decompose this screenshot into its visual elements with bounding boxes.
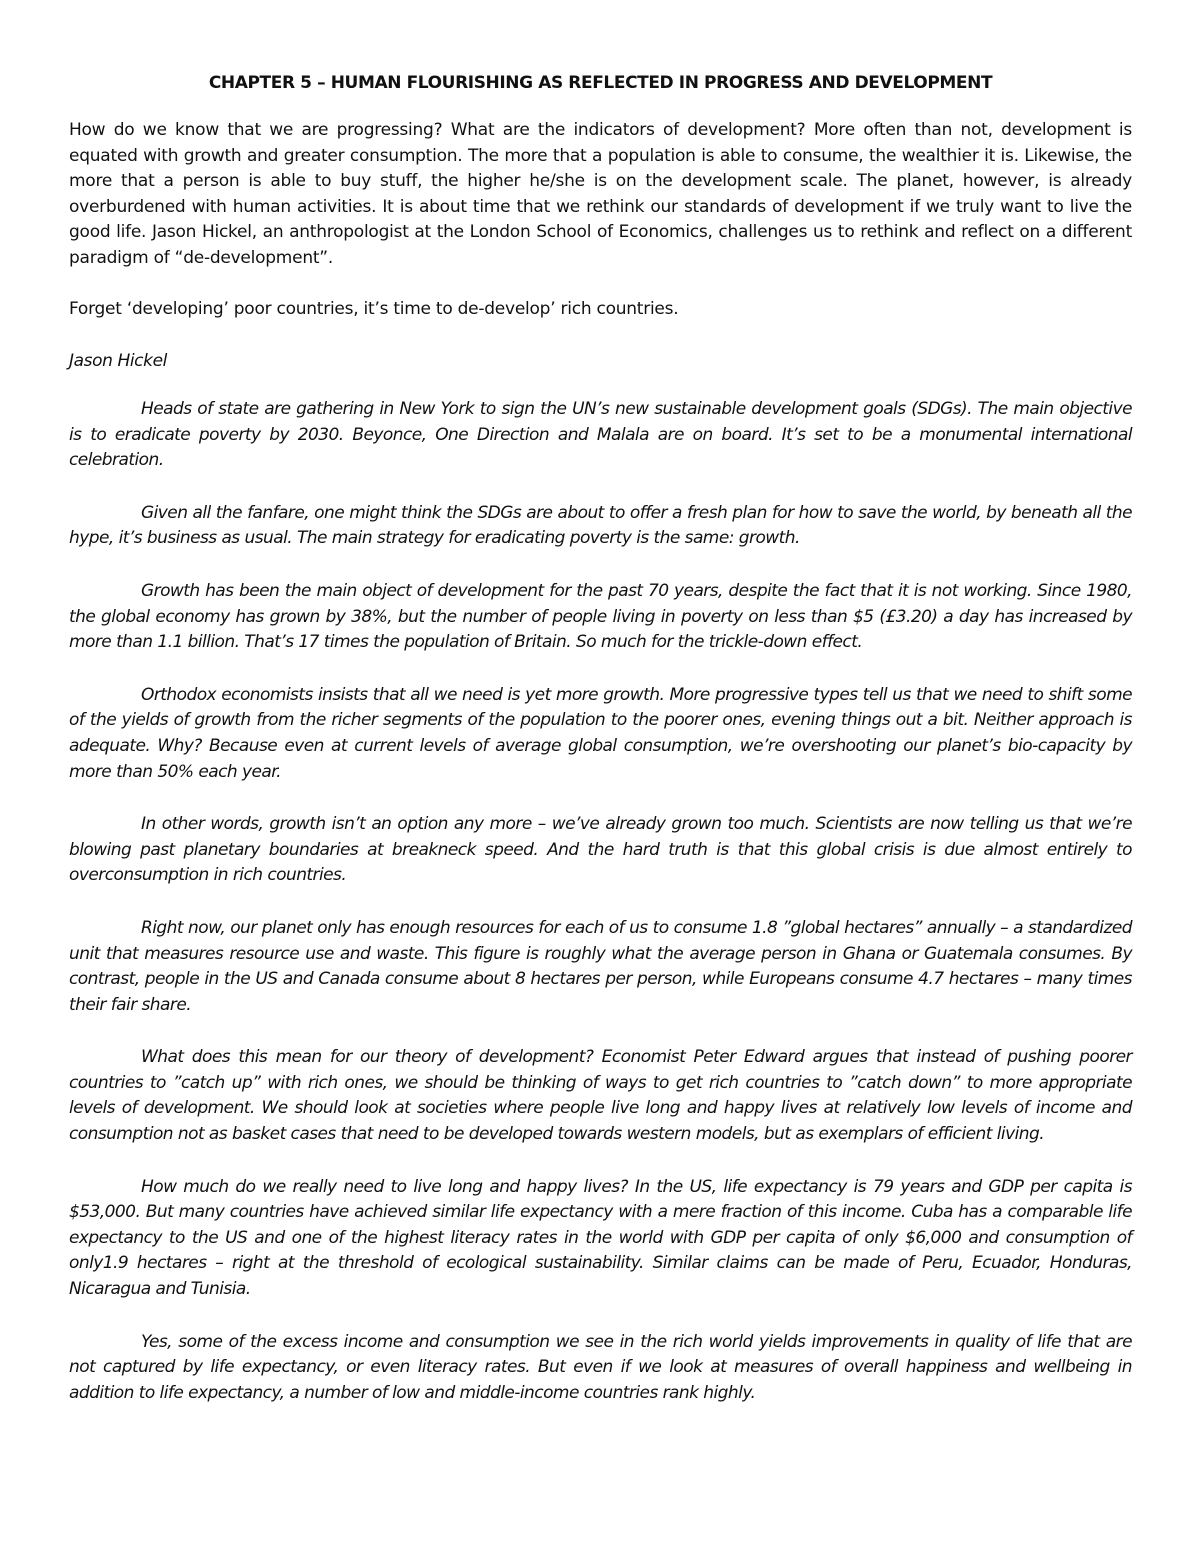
article-paragraph: What does this mean for our theory of development? Economist Peter Edward argues that instead of pushing poorer countries to ”catch up” with rich ones, we should be thinking of ways to get rich countries to ”catch down” to more appropriate levels of development. We should look at societies where people live long and happy lives at relatively low levels of income and consumption not as basket cases that need to be developed towards western models, but as exemplars of efficient living. xyxy=(69,1047,1132,1145)
article-paragraph: Given all the fanfare, one might think the SDGs are about to offer a fresh plan for how to save the world, by beneath all the hype, it’s business as usual. The main strategy for eradicating poverty is the same: growth. xyxy=(69,502,1132,549)
article-paragraph: In other words, growth isn’t an option any more – we’ve already grown too much. Scientists are now telling us that we’re blowing past planetary boundaries at breakneck speed. And the hard truth is that this global crisis is due almost entirely to overconsumption in rich countries. xyxy=(69,814,1132,886)
article-author: Jason Hickel xyxy=(69,351,167,371)
article-paragraph: Orthodox economists insists that all we need is yet more growth. More progressive types tell us that we need to shift some of the yields of growth from the richer segments of the population to the poorer ones, evening things out a bit. Neither approach is adequate. Why? Because even at current levels of average global consumption, we’re overshooting our planet’s bio-capacity by more than 50% each year. xyxy=(69,684,1132,782)
document-page xyxy=(69,72,1132,1433)
article-paragraph: Right now, our planet only has enough resources for each of us to consume 1.8 ”global hectares” annually – a standardized unit that measures resource use and waste. This figure is roughly what the average person in Ghana or Guatemala consumes. By contrast, people in the US and Canada consume about 8 hectares per person, while Europeans consume 4.7 hectares – many times their fair share. xyxy=(69,917,1132,1015)
intro-paragraph: How do we know that we are progressing? What are the indicators of development? More often than not, development is equated with growth and greater consumption. The more that a population is able to consume, the wealthier it is. Likewise, the more that a person is able to buy stuff, the higher he/she is on the development scale. The planet, however, is already overburdened with human activities. It is about time that we rethink our standards of development if we truly want to live the good life. Jason Hickel, an anthropologist at the London School of Economics, challenges us to rethink and reflect on a different paradigm of “de-development”. xyxy=(69,120,1132,268)
article-paragraph: Heads of state are gathering in New York to sign the UN’s new sustainable development goals (SDGs). The main objective is to eradicate poverty by 2030. Beyonce, One Direction and Malala are on board. It’s set to be a monumental international celebration. xyxy=(69,399,1132,471)
article-paragraph: Yes, some of the excess income and consumption we see in the rich world yields improvements in quality of life that are not captured by life expectancy, or even literacy rates. But even if we look at measures of overall happiness and wellbeing in addition to life expectancy, a number of low and middle-income countries rank highly. xyxy=(69,1331,1132,1403)
article-paragraph: How much do we really need to live long and happy lives? In the US, life expectancy is 79 years and GDP per capita is $53,000. But many countries have achieved similar life expectancy with a mere fraction of this income. Cuba has a comparable life expectancy to the US and one of the highest literacy rates in the world with GDP per capita of only $6,000 and consumption of only1.9 hectares – right at the threshold of ecological sustainability. Similar claims can be made of Peru, Ecuador, Honduras, Nicaragua and Tunisia. xyxy=(69,1176,1132,1300)
chapter-title: CHAPTER 5 – HUMAN FLOURISHING AS REFLECTED IN PROGRESS AND DEVELOPMENT xyxy=(208,73,993,93)
article-headline: Forget ‘developing’ poor countries, it’s time to de-develop’ rich countries. xyxy=(69,299,679,319)
article-paragraph: Growth has been the main object of development for the past 70 years, despite the fact that it is not working. Since 1980, the global economy has grown by 38%, but the number of people living in poverty on less than $5 (£3.20) a day has increased by more than 1.1 billion. That’s 17 times the population of Britain. So much for the trickle-down effect. xyxy=(69,580,1132,653)
